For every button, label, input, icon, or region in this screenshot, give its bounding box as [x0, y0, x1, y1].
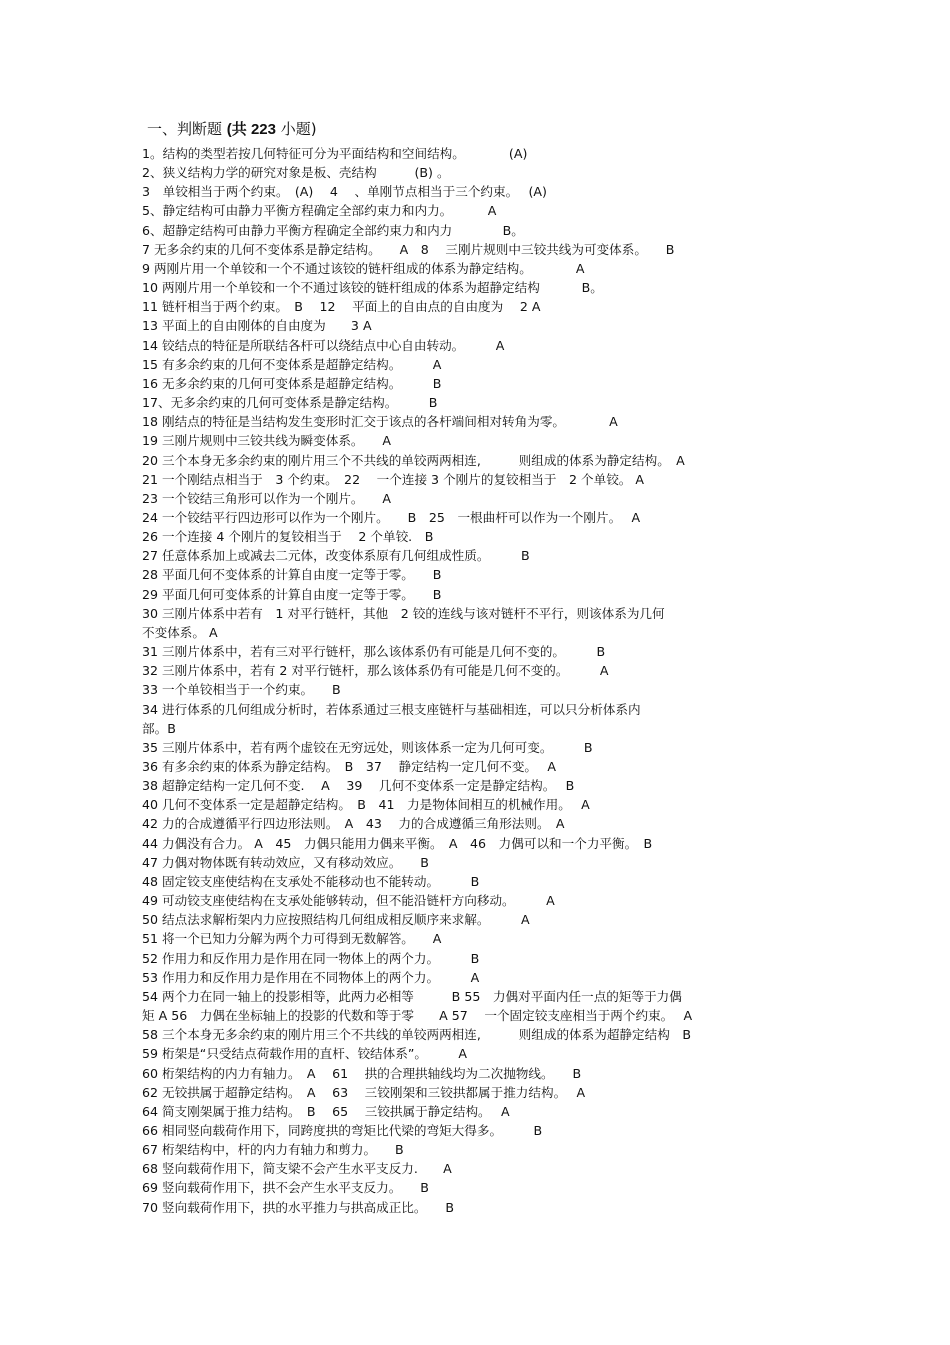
question-line: 6、超静定结构可由静力平衡方程确定全部约束力和内力 B。 [142, 222, 524, 238]
question-line: 54 两个力在同一轴上的投影相等，此两力必相等 B 55 力偶对平面内任一点的矩等于力偶 [142, 988, 682, 1004]
question-line: 40 几何不变体系一定是超静定结构。 B 41 力是物体间相互的机械作用。 A [142, 797, 590, 813]
question-line: 24 一个铰结平行四边形可以作为一个刚片。 B 25 一根曲杆可以作为一个刚片。 A [142, 509, 641, 525]
section-heading [147, 119, 317, 140]
question-line: 15 有多余约束的几何不变体系是超静定结构。 A [142, 356, 442, 372]
question-line: 7 无多余约束的几何不变体系是静定结构。 A 8 三刚片规则中三铰共线为可变体系。 B [142, 241, 675, 257]
question-line: 62 无铰拱属于超静定结构。 A 63 三铰刚架和三铰拱都属于推力结构。 A [142, 1084, 586, 1100]
question-line: 30 三刚片体系中若有 1 对平行链杆，其他 2 铰的连线与该对链杆不平行，则该体系为几何 [142, 605, 665, 621]
question-line: 29 平面几何可变体系的计算自由度一定等于零。 B [142, 586, 442, 602]
question-line: 66 相同竖向载荷作用下，同跨度拱的弯矩比代梁的弯矩大得多。 B [142, 1122, 543, 1138]
question-line: 42 力的合成遵循平行四边形法则。 A 43 力的合成遵循三角形法则。 A [142, 816, 565, 832]
question-line: 13 平面上的自由刚体的自由度为 3 A [142, 318, 372, 334]
question-line: 50 结点法求解桁架内力应按照结构几何组成相反顺序来求解。 A [142, 912, 530, 928]
question-line: 58 三个本身无多余约束的刚片用三个不共线的单铰两两相连, 则组成的体系为超静定结构 B [142, 1027, 692, 1043]
question-line: 36 有多余约束的体系为静定结构。 B 37 静定结构一定几何不变。 A [142, 759, 556, 774]
question-line: 67 桁架结构中，杆的内力有轴力和剪力。 B [142, 1142, 404, 1158]
question-line: 26 一个连接 4 个刚片的复铰相当于 2 个单铰. B [142, 529, 434, 545]
heading-count: (共 223 [226, 121, 276, 138]
question-line: 33 一个单铰相当于一个约束。 B [142, 682, 341, 698]
question-list [142, 144, 822, 1217]
question-line: 52 作用力和反作用力是作用在同一物体上的两个力。 B [142, 950, 480, 966]
question-line: 35 三刚片体系中，若有两个虚铰在无穷远处，则该体系一定为几何可变。 B [142, 739, 593, 755]
question-line: 5、静定结构可由静力平衡方程确定全部约束力和内力。 A [142, 203, 497, 219]
question-line: 27 任意体系加上或减去二元体，改变体系原有几何组成性质。 B [142, 548, 530, 564]
question-line: 70 竖向载荷作用下，拱的水平推力与拱高成正比。 B [142, 1199, 455, 1215]
question-line: 20 三个本身无多余约束的刚片用三个不共线的单铰两两相连, 则组成的体系为静定结构。 A [142, 452, 685, 468]
question-line: 49 可动铰支座使结构在支承处能够转动，但不能沿链杆方向移动。 A [142, 893, 555, 909]
question-line: 69 竖向载荷作用下，拱不会产生水平支反力。 B [142, 1180, 429, 1196]
question-line: 34 进行体系的几何组成分析时，若体系通过三根支座链杆与基础相连，可以只分析体系内 [142, 701, 641, 717]
question-line: 23 一个铰结三角形可以作为一个刚片。 A [142, 490, 392, 506]
question-line: 68 竖向载荷作用下，简支梁不会产生水平支反力. A [142, 1161, 452, 1177]
question-line: 17、无多余约束的几何可变体系是静定结构。 B [142, 395, 438, 411]
question-line: 60 桁架结构的内力有轴力。 A 61 拱的合理拱轴线均为二次抛物线。 B [142, 1065, 582, 1081]
question-line: 32 三刚片体系中，若有 2 对平行链杆，那么该体系仍有可能是几何不变的。 A [142, 663, 609, 679]
question-line: 11 链杆相当于两个约束。 B 12 平面上的自由点的自由度为 2 A [142, 299, 541, 315]
question-line: 部。B [142, 720, 176, 736]
question-line: 51 将一个已知力分解为两个力可得到无数解答。 A [142, 931, 442, 947]
question-line: 53 作用力和反作用力是作用在不同物体上的两个力。 A [142, 969, 480, 985]
question-line: 不变体系。 A [142, 624, 218, 640]
question-line: 1。结构的类型若按几何特征可分为平面结构和空间结构。 (A) [142, 146, 528, 161]
question-line: 38 超静定结构一定几何不变. A 39 几何不变体系一定是静定结构。 B [142, 778, 575, 794]
heading-suffix: 小题) [280, 120, 317, 138]
question-line: 21 一个刚结点相当于 3 个约束。 22 一个连接 3 个刚片的复铰相当于 2 个单铰。 A [142, 471, 645, 487]
question-line: 14 铰结点的特征是所联结各杆可以绕结点中心自由转动。 A [142, 337, 505, 353]
question-line: 64 简支刚架属于推力结构。 B 65 三铰拱属于静定结构。 A [142, 1103, 510, 1119]
question-line: 18 刚结点的特征是当结构发生变形时汇交于该点的各杆端间相对转角为零。 A [142, 414, 618, 430]
question-line: 2、狭义结构力学的研究对象是板、壳结构 (B) 。 [142, 165, 450, 181]
question-line: 3 单铰相当于两个约束。 (A) 4 、单刚节点相当于三个约束。 (A) [142, 184, 547, 200]
question-line: 59 桁架是“只受结点荷载作用的直杆、铰结体系”。 A [142, 1046, 468, 1062]
question-line: 16 无多余约束的几何可变体系是超静定结构。 B [142, 375, 442, 391]
question-line: 10 两刚片用一个单铰和一个不通过该铰的链杆组成的体系为超静定结构 B。 [142, 280, 603, 296]
question-line: 19 三刚片规则中三铰共线为瞬变体系。 A [142, 433, 392, 449]
heading-prefix: 一、判断题 [147, 120, 223, 138]
question-line: 31 三刚片体系中，若有三对平行链杆，那么该体系仍有可能是几何不变的。 B [142, 644, 606, 660]
question-line: 矩 A 56 力偶在坐标轴上的投影的代数和等于零 A 57 一个固定铰支座相当于两个约束。 A [142, 1008, 693, 1024]
question-line: 47 力偶对物体既有转动效应，又有移动效应。 B [142, 854, 429, 870]
question-line: 9 两刚片用一个单铰和一个不通过该铰的链杆组成的体系为静定结构。 A [142, 260, 585, 276]
question-line: 44 力偶没有合力。 A 45 力偶只能用力偶来平衡。 A 46 力偶可以和一个力平衡。 B [142, 835, 653, 851]
question-line: 48 固定铰支座使结构在支承处不能移动也不能转动。 B [142, 873, 480, 889]
question-line: 28 平面几何不变体系的计算自由度一定等于零。 B [142, 567, 442, 583]
